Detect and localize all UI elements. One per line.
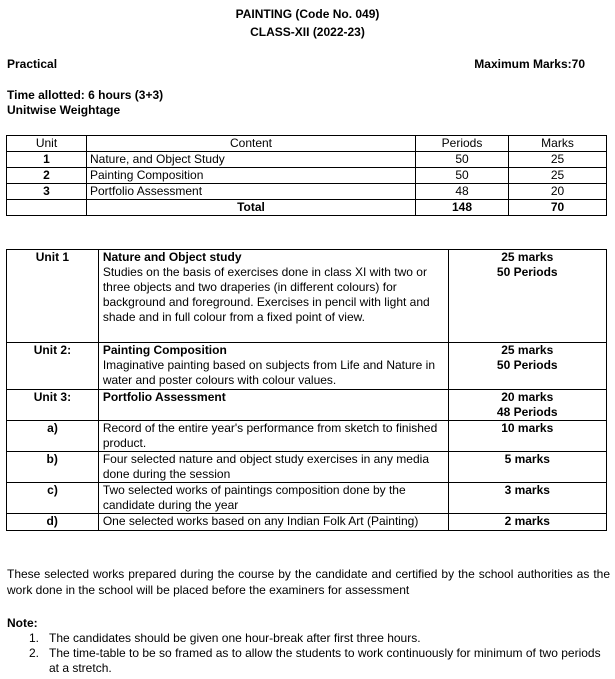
unit2-marks: 25 marks <box>501 343 554 357</box>
document-title: PAINTING (Code No. 049) <box>235 7 380 21</box>
unit1-description <box>98 250 448 343</box>
unit2-text: Imaginative painting based on subjects from Life and Nature in water and poster colours with colour values. <box>102 358 436 387</box>
unit3-periods: 48 Periods <box>496 405 558 419</box>
unit2-label: Unit 2: <box>7 343 99 390</box>
note-text: The time-table to be so framed as to allow the students to work continuously for minimum of two periods at a stretch. <box>49 646 601 675</box>
subitem-description: Record of the entire year's performance from sketch to finished product. <box>98 421 448 452</box>
unit1-text: Studies on the basis of exercises done in class XI with two or three objects and two draperies (in different colours) for background and foreground. Exercises in pencil with light and shade and in full colour from a fixed point of view. <box>102 265 430 324</box>
row-marks: 20 <box>509 184 607 200</box>
unit1-label: Unit 1 <box>7 250 99 343</box>
row-unit: 2 <box>7 168 87 184</box>
subitem-description: One selected works based on any Indian Folk Art (Painting) <box>98 514 448 531</box>
note-number: 1. <box>29 631 40 645</box>
list-item <box>29 646 611 676</box>
subitem-label: a) <box>7 421 99 452</box>
max-marks-label: Maximum Marks:70 <box>474 57 585 71</box>
unit3-title: Portfolio Assessment <box>98 390 448 421</box>
total-marks: 70 <box>509 200 607 216</box>
unit3-label: Unit 3: <box>7 390 99 421</box>
unitwise-weightage-heading: Unitwise Weightage <box>7 103 121 117</box>
subitem-marks: 3 marks <box>448 483 607 514</box>
row-unit: 3 <box>7 184 87 200</box>
header-content: Content <box>87 136 416 152</box>
unit-details-table <box>6 249 607 531</box>
practical-label: Practical <box>7 57 58 71</box>
row-content: Painting Composition <box>87 168 416 184</box>
subitem-label: b) <box>7 452 99 483</box>
unit1-title: Nature and Object study <box>102 250 242 264</box>
subitem-label: c) <box>7 483 99 514</box>
subitem-marks: 5 marks <box>448 452 607 483</box>
weightage-table <box>6 135 607 216</box>
unit2-periods: 50 Periods <box>496 358 558 372</box>
unit1-row <box>7 250 607 343</box>
note-number: 2. <box>29 646 40 660</box>
unit3-marks: 20 marks <box>501 390 554 404</box>
total-row <box>7 200 607 216</box>
header-periods: Periods <box>416 136 509 152</box>
unit1-marks: 25 marks <box>501 250 554 264</box>
unit3-row <box>7 390 607 421</box>
note-text: The candidates should be given one hour-break after first three hours. <box>49 631 421 645</box>
unit2-description <box>98 343 448 390</box>
row-content: Nature, and Object Study <box>87 152 416 168</box>
unit3-allocation <box>448 390 607 421</box>
subitem-description: Two selected works of paintings composition done by the candidate during the year <box>98 483 448 514</box>
note-list <box>29 631 611 676</box>
subitem-row <box>7 421 607 452</box>
time-allotted: Time allotted: 6 hours (3+3) <box>7 88 164 102</box>
unit2-allocation <box>448 343 607 390</box>
row-marks: 25 <box>509 152 607 168</box>
row-unit: 1 <box>7 152 87 168</box>
row-periods: 48 <box>416 184 509 200</box>
unit1-periods: 50 Periods <box>496 265 558 279</box>
class-title: CLASS-XII (2022-23) <box>250 25 365 39</box>
row-periods: 50 <box>416 168 509 184</box>
total-label: Total <box>87 200 416 216</box>
header-unit: Unit <box>7 136 87 152</box>
list-item <box>29 631 611 646</box>
total-periods: 148 <box>416 200 509 216</box>
table-row <box>7 184 607 200</box>
unit2-title: Painting Composition <box>102 343 227 357</box>
weightage-header-row <box>7 136 607 152</box>
subitem-label: d) <box>7 514 99 531</box>
subitem-row <box>7 483 607 514</box>
subitem-marks: 10 marks <box>448 421 607 452</box>
row-content: Portfolio Assessment <box>87 184 416 200</box>
unit2-row <box>7 343 607 390</box>
subitem-description: Four selected nature and object study exercises in any media done during the session <box>98 452 448 483</box>
subitem-row <box>7 452 607 483</box>
row-marks: 25 <box>509 168 607 184</box>
unit1-allocation <box>448 250 607 343</box>
row-periods: 50 <box>416 152 509 168</box>
assessment-paragraph: These selected works prepared during the course by the candidate and certified by the school authorities as the work done in the school will be placed before the examiners for assessment <box>7 567 610 597</box>
note-heading: Note: <box>7 616 38 630</box>
subitem-row <box>7 514 607 531</box>
header-marks: Marks <box>509 136 607 152</box>
table-row <box>7 168 607 184</box>
table-row <box>7 152 607 168</box>
subitem-marks: 2 marks <box>448 514 607 531</box>
